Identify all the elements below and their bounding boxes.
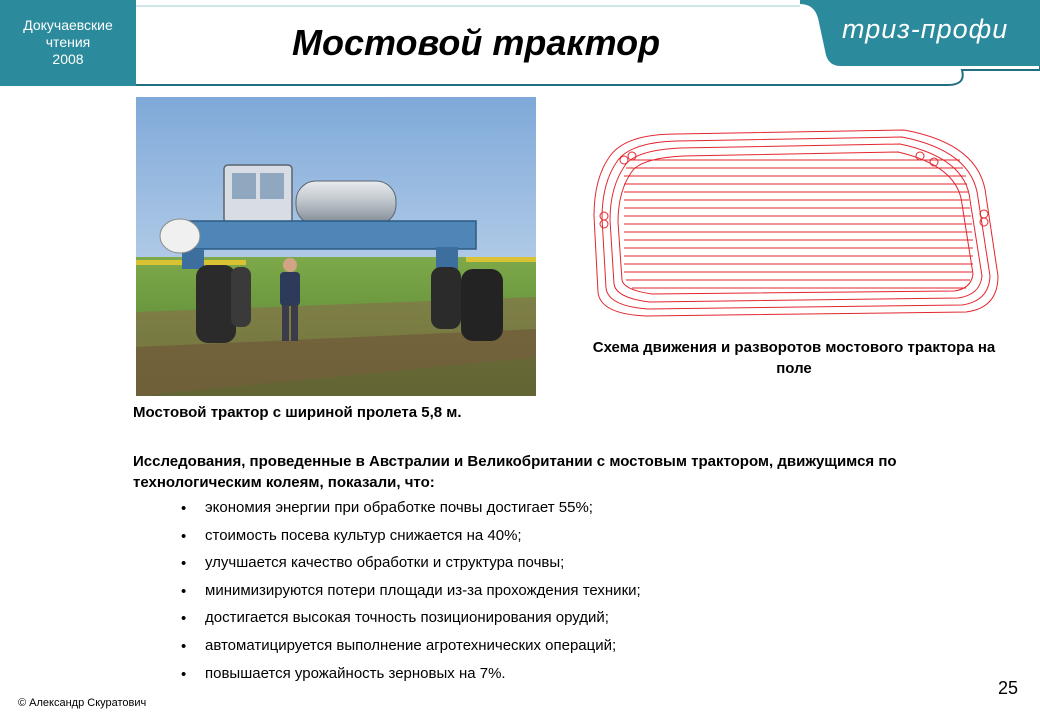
list-item-text: улучшается качество обработки и структура почвы; bbox=[205, 554, 565, 572]
findings-list bbox=[178, 497, 641, 690]
list-item-text: автоматицируется выполнение агротехнических операций; bbox=[205, 636, 617, 654]
bullet-icon: • bbox=[181, 637, 187, 655]
slide-title: Мостовой трактор bbox=[292, 22, 661, 63]
event-badge bbox=[0, 0, 136, 86]
list-item bbox=[178, 663, 641, 691]
photo-caption: Мостовой трактор с шириной пролета 5,8 м. bbox=[133, 404, 462, 421]
list-item bbox=[178, 607, 641, 635]
list-item-text: повышается урожайность зерновых на 7%. bbox=[205, 664, 506, 682]
bullet-icon: • bbox=[181, 610, 187, 628]
list-item bbox=[178, 525, 641, 553]
bullet-icon: • bbox=[181, 527, 187, 545]
bullet-icon: • bbox=[181, 582, 187, 600]
scheme-caption: Схема движения и разворотов мостового трактора на поле bbox=[592, 339, 996, 377]
event-line-2: чтения bbox=[45, 34, 91, 50]
list-item-text: минимизируются потери площади из-за прохождения техники; bbox=[205, 581, 641, 599]
bullet-icon: • bbox=[181, 500, 187, 517]
logo: триз-профи bbox=[842, 14, 1009, 44]
field-movement-scheme bbox=[586, 126, 1006, 326]
tractor-photo bbox=[136, 97, 536, 396]
bullet-icon: • bbox=[181, 555, 187, 573]
list-item-text: стоимость посева культур снижается на 40%; bbox=[205, 526, 522, 544]
page-number: 25 bbox=[998, 678, 1019, 698]
list-item bbox=[178, 497, 641, 525]
list-item bbox=[178, 635, 641, 663]
list-item bbox=[178, 552, 641, 580]
list-item-text: экономия энергии при обработке почвы достигает 55%; bbox=[205, 499, 593, 516]
list-item bbox=[178, 580, 641, 608]
list-item-text: достигается высокая точность позиционирования орудий; bbox=[205, 609, 609, 627]
event-line-3: 2008 bbox=[52, 51, 84, 67]
copyright: © Александр Скуратович bbox=[18, 697, 147, 709]
bullet-icon: • bbox=[181, 665, 187, 683]
research-intro: Исследования, проведенные в Австралии и Великобритании с мостовым трактором, движущимся по технологическим колеям, показали, что: bbox=[133, 453, 897, 491]
event-line-1: Докучаевские bbox=[23, 17, 113, 33]
